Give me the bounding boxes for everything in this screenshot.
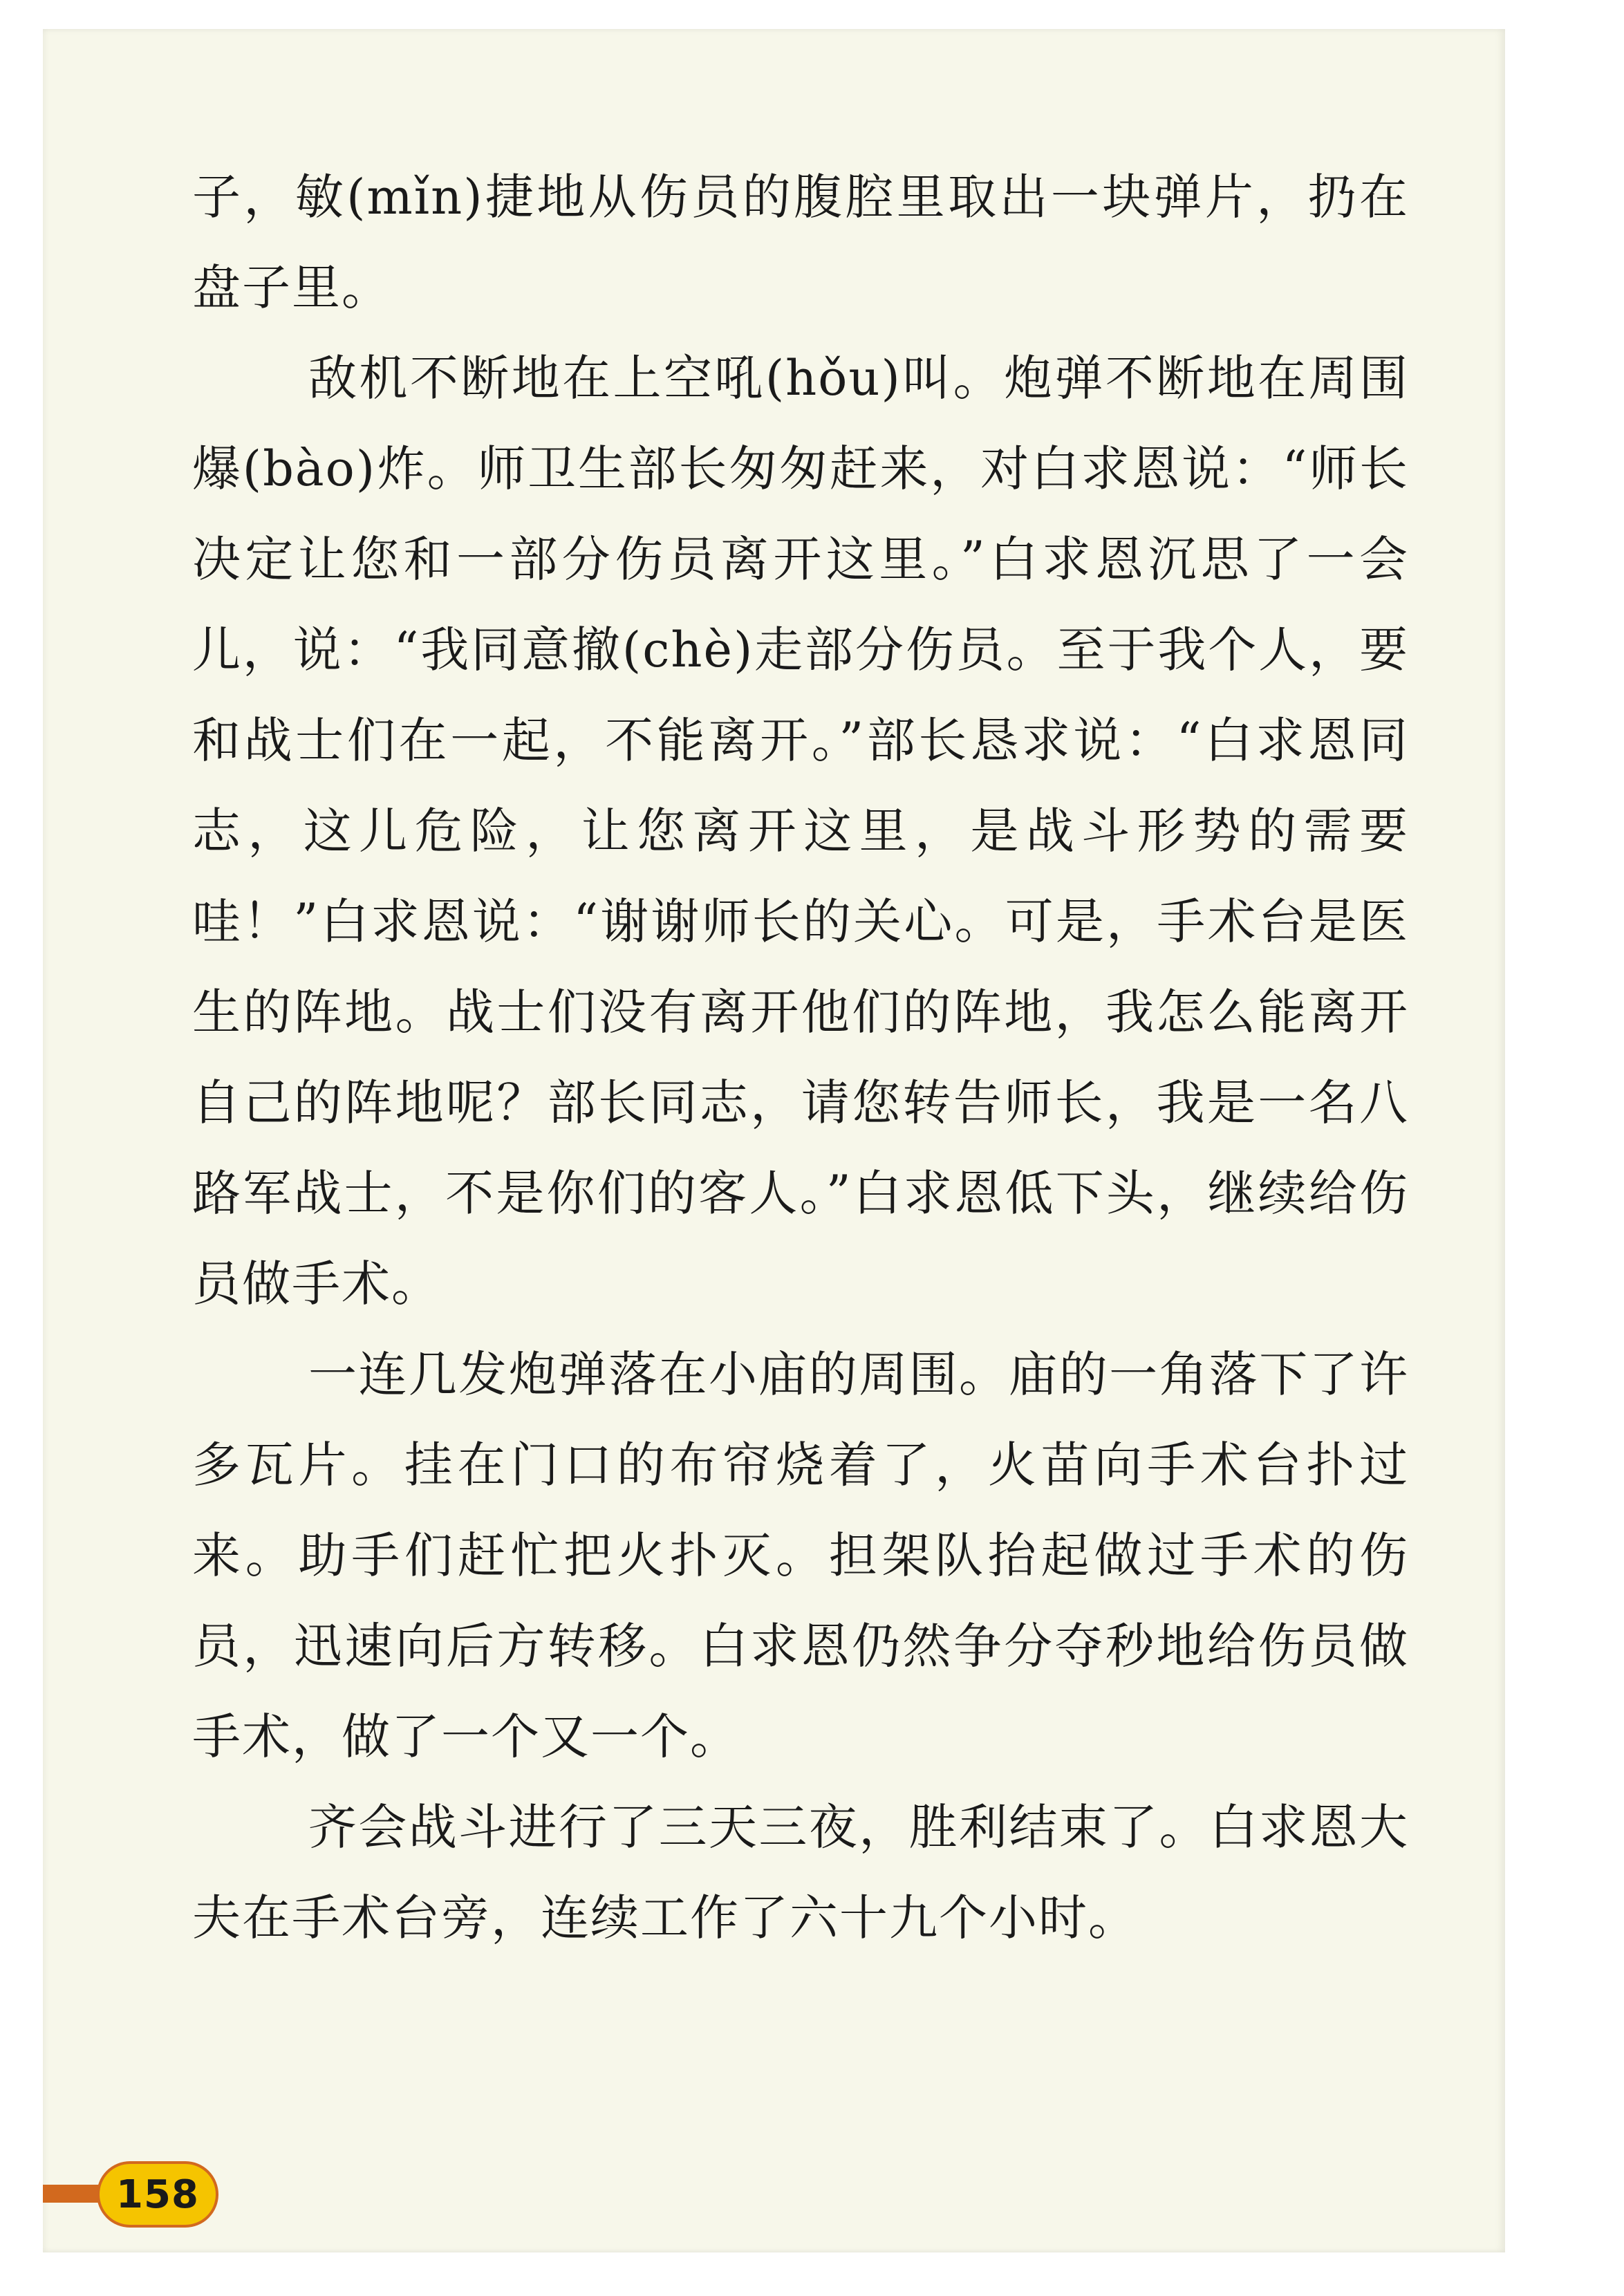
- paragraph-1: 子，敏(mǐn)捷地从伤员的腹腔里取出一块弹片，扔在盘子里。: [192, 169, 1409, 316]
- page-number-badge: [97, 2161, 218, 2228]
- story-text: [192, 152, 1409, 1963]
- paragraph-4: 齐会战斗进行了三天三夜，胜利结束了。白求恩大夫在手术台旁，连续工作了六十九个小时。: [192, 1799, 1409, 1946]
- paragraph-2: 敌机不断地在上空吼(hǒu)叫。炮弹不断地在周围爆(bào)炸。师卫生部长匆匆赶来，对白求恩说：“师长决定让您和一部分伤员离开这里。”白求恩沉思了一会儿，说：“我同意撤(chè)走部分伤员。至于我个人，要和战士们在一起，不能离开。”部长恳求说：“白求恩同志，这儿危险，让您离开这里，是战斗形势的需要哇！”白求恩说：“谢谢师长的关心。可是，手术台是医生的阵地。战士们没有离开他们的阵地，我怎么能离开自己的阵地呢？部长同志，请您转告师长，我是一名八路军战士，不是你们的客人。”白求恩低下头，继续给伤员做手术。: [192, 350, 1409, 1312]
- paragraph-3: 一连几发炮弹落在小庙的周围。庙的一角落下了许多瓦片。挂在门口的布帘烧着了，火苗向手术台扑过来。助手们赶忙把火扑灭。担架队抬起做过手术的伤员，迅速向后方转移。白求恩仍然争分夺秒地给伤员做手术，做了一个又一个。: [192, 1346, 1409, 1765]
- page-number: 158: [116, 2172, 199, 2217]
- page-number-marker: [43, 2158, 199, 2230]
